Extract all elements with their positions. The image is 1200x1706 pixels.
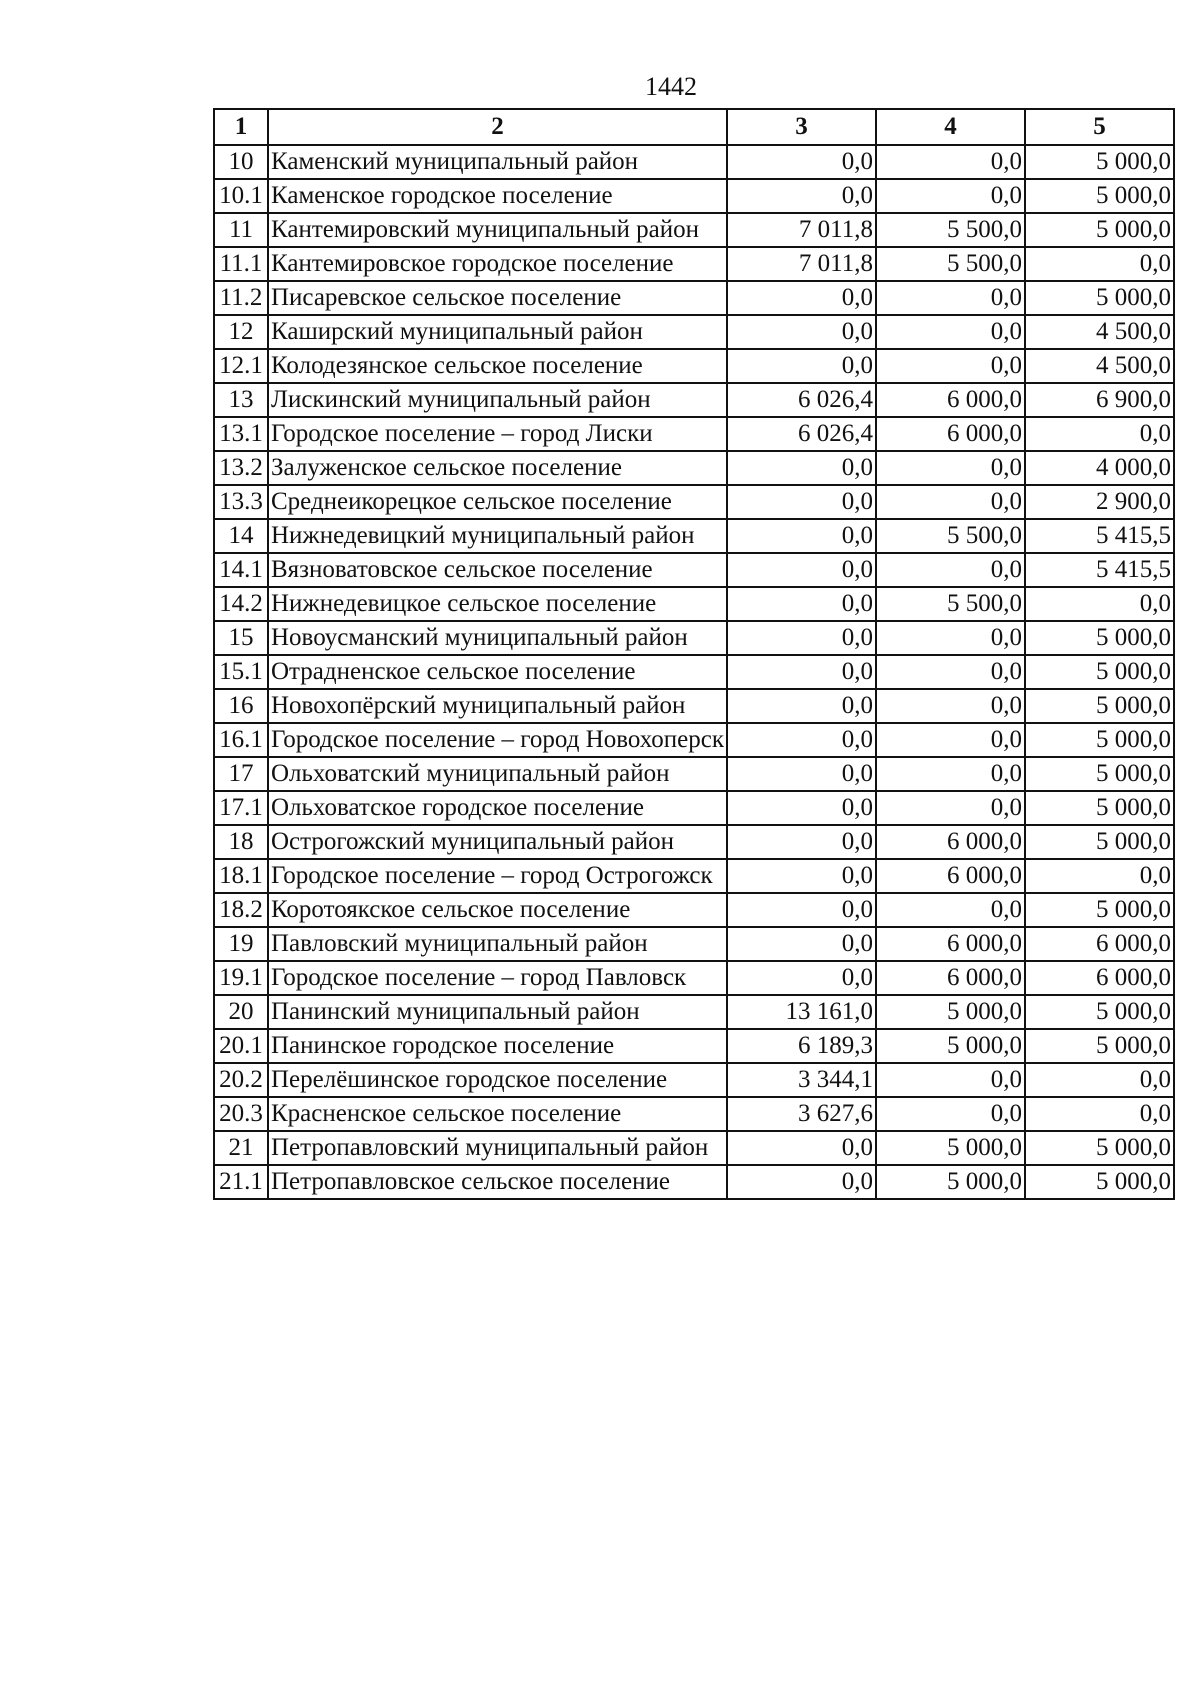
row-value-col-5: 6 000,0 <box>1025 961 1174 995</box>
row-value-col-3: 6 026,4 <box>727 417 876 451</box>
table-row <box>214 689 1174 723</box>
row-number: 18.1 <box>214 859 268 893</box>
row-value-col-4: 0,0 <box>876 179 1025 213</box>
row-value-col-3: 0,0 <box>727 145 876 179</box>
row-number: 21.1 <box>214 1165 268 1199</box>
row-name: Перелёшинское городское поселение <box>268 1063 727 1097</box>
row-number: 20.1 <box>214 1029 268 1063</box>
row-value-col-3: 0,0 <box>727 791 876 825</box>
row-name: Отрадненское сельское поселение <box>268 655 727 689</box>
row-number: 10 <box>214 145 268 179</box>
row-value-col-3: 0,0 <box>727 893 876 927</box>
table-row <box>214 383 1174 417</box>
row-name: Петропавловский муниципальный район <box>268 1131 727 1165</box>
header-col-3: 3 <box>727 109 876 145</box>
row-value-col-3: 0,0 <box>727 927 876 961</box>
table-row <box>214 1029 1174 1063</box>
row-value-col-4: 0,0 <box>876 893 1025 927</box>
row-value-col-3: 0,0 <box>727 315 876 349</box>
row-value-col-4: 6 000,0 <box>876 383 1025 417</box>
row-number: 12.1 <box>214 349 268 383</box>
row-number: 14 <box>214 519 268 553</box>
row-value-col-3: 0,0 <box>727 757 876 791</box>
row-value-col-3: 6 189,3 <box>727 1029 876 1063</box>
row-value-col-5: 0,0 <box>1025 1097 1174 1131</box>
row-value-col-4: 0,0 <box>876 553 1025 587</box>
page-number: 1442 <box>645 72 697 101</box>
row-value-col-5: 5 000,0 <box>1025 145 1174 179</box>
row-value-col-5: 5 415,5 <box>1025 553 1174 587</box>
row-value-col-5: 0,0 <box>1025 247 1174 281</box>
table-row <box>214 451 1174 485</box>
row-value-col-4: 0,0 <box>876 281 1025 315</box>
row-number: 17 <box>214 757 268 791</box>
table-row <box>214 553 1174 587</box>
row-number: 16 <box>214 689 268 723</box>
row-value-col-3: 3 344,1 <box>727 1063 876 1097</box>
row-name: Ольховатский муниципальный район <box>268 757 727 791</box>
row-value-col-4: 5 500,0 <box>876 247 1025 281</box>
header-col-4: 4 <box>876 109 1025 145</box>
row-value-col-5: 5 000,0 <box>1025 825 1174 859</box>
row-value-col-5: 5 000,0 <box>1025 655 1174 689</box>
row-number: 20.2 <box>214 1063 268 1097</box>
row-number: 10.1 <box>214 179 268 213</box>
row-name: Ольховатское городское поселение <box>268 791 727 825</box>
row-name: Городское поселение – город Павловск <box>268 961 727 995</box>
row-value-col-3: 7 011,8 <box>727 247 876 281</box>
table-row <box>214 213 1174 247</box>
row-number: 19 <box>214 927 268 961</box>
row-value-col-5: 5 000,0 <box>1025 757 1174 791</box>
row-value-col-4: 0,0 <box>876 451 1025 485</box>
row-value-col-3: 0,0 <box>727 179 876 213</box>
row-value-col-5: 0,0 <box>1025 587 1174 621</box>
row-number: 12 <box>214 315 268 349</box>
row-name: Красненское сельское поселение <box>268 1097 727 1131</box>
row-value-col-5: 5 000,0 <box>1025 213 1174 247</box>
row-name: Лискинский муниципальный район <box>268 383 727 417</box>
table-row <box>214 825 1174 859</box>
row-value-col-4: 0,0 <box>876 621 1025 655</box>
row-value-col-4: 0,0 <box>876 1097 1025 1131</box>
row-name: Панинское городское поселение <box>268 1029 727 1063</box>
table-row <box>214 723 1174 757</box>
header-row <box>214 109 1174 145</box>
row-name: Коротоякское сельское поселение <box>268 893 727 927</box>
row-value-col-4: 5 000,0 <box>876 1029 1025 1063</box>
row-number: 20 <box>214 995 268 1029</box>
row-value-col-5: 5 000,0 <box>1025 995 1174 1029</box>
row-name: Писаревское сельское поселение <box>268 281 727 315</box>
table-body <box>214 145 1174 1199</box>
header-col-2: 2 <box>268 109 727 145</box>
row-name: Кантемировский муниципальный район <box>268 213 727 247</box>
row-value-col-3: 0,0 <box>727 723 876 757</box>
row-name: Каменский муниципальный район <box>268 145 727 179</box>
header-col-1: 1 <box>214 109 268 145</box>
row-name: Среднеикорецкое сельское поселение <box>268 485 727 519</box>
row-value-col-4: 0,0 <box>876 485 1025 519</box>
row-value-col-3: 0,0 <box>727 349 876 383</box>
table-row <box>214 485 1174 519</box>
row-value-col-5: 5 000,0 <box>1025 689 1174 723</box>
row-name: Каменское городское поселение <box>268 179 727 213</box>
row-number: 13.2 <box>214 451 268 485</box>
row-value-col-4: 0,0 <box>876 349 1025 383</box>
row-value-col-3: 0,0 <box>727 961 876 995</box>
table-row <box>214 349 1174 383</box>
table-row <box>214 995 1174 1029</box>
row-name: Панинский муниципальный район <box>268 995 727 1029</box>
row-name: Городское поселение – город Новохоперск <box>268 723 727 757</box>
row-name: Нижнедевицкое сельское поселение <box>268 587 727 621</box>
row-name: Петропавловское сельское поселение <box>268 1165 727 1199</box>
row-value-col-5: 0,0 <box>1025 417 1174 451</box>
row-value-col-3: 0,0 <box>727 621 876 655</box>
row-value-col-5: 6 900,0 <box>1025 383 1174 417</box>
header-col-5: 5 <box>1025 109 1174 145</box>
table-row <box>214 315 1174 349</box>
row-value-col-3: 0,0 <box>727 1131 876 1165</box>
table-row <box>214 1063 1174 1097</box>
row-number: 11.2 <box>214 281 268 315</box>
table-row <box>214 179 1174 213</box>
row-value-col-3: 0,0 <box>727 451 876 485</box>
row-value-col-5: 0,0 <box>1025 1063 1174 1097</box>
table-row <box>214 1165 1174 1199</box>
table-row <box>214 757 1174 791</box>
row-value-col-3: 13 161,0 <box>727 995 876 1029</box>
row-value-col-4: 5 500,0 <box>876 519 1025 553</box>
row-name: Острогожский муниципальный район <box>268 825 727 859</box>
row-name: Нижнедевицкий муниципальный район <box>268 519 727 553</box>
table-row <box>214 417 1174 451</box>
row-number: 16.1 <box>214 723 268 757</box>
row-value-col-3: 6 026,4 <box>727 383 876 417</box>
row-number: 18 <box>214 825 268 859</box>
row-name: Городское поселение – город Острогожск <box>268 859 727 893</box>
table-row <box>214 519 1174 553</box>
row-value-col-4: 5 000,0 <box>876 1131 1025 1165</box>
row-value-col-4: 6 000,0 <box>876 417 1025 451</box>
row-name: Кантемировское городское поселение <box>268 247 727 281</box>
row-value-col-5: 5 000,0 <box>1025 281 1174 315</box>
row-value-col-5: 4 500,0 <box>1025 315 1174 349</box>
table-row <box>214 1097 1174 1131</box>
row-value-col-5: 5 000,0 <box>1025 893 1174 927</box>
row-value-col-3: 0,0 <box>727 519 876 553</box>
table-row <box>214 587 1174 621</box>
row-value-col-4: 5 000,0 <box>876 995 1025 1029</box>
row-name: Залуженское сельское поселение <box>268 451 727 485</box>
row-number: 20.3 <box>214 1097 268 1131</box>
row-name: Городское поселение – город Лиски <box>268 417 727 451</box>
row-name: Колодезянское сельское поселение <box>268 349 727 383</box>
table-row <box>214 791 1174 825</box>
row-number: 13 <box>214 383 268 417</box>
row-value-col-4: 0,0 <box>876 723 1025 757</box>
row-value-col-3: 0,0 <box>727 859 876 893</box>
row-value-col-5: 5 000,0 <box>1025 179 1174 213</box>
row-value-col-5: 5 000,0 <box>1025 1165 1174 1199</box>
table-row <box>214 621 1174 655</box>
row-number: 19.1 <box>214 961 268 995</box>
row-number: 14.2 <box>214 587 268 621</box>
row-number: 21 <box>214 1131 268 1165</box>
row-number: 14.1 <box>214 553 268 587</box>
row-value-col-4: 0,0 <box>876 145 1025 179</box>
row-value-col-5: 6 000,0 <box>1025 927 1174 961</box>
row-value-col-3: 0,0 <box>727 587 876 621</box>
row-value-col-5: 4 500,0 <box>1025 349 1174 383</box>
row-value-col-5: 5 000,0 <box>1025 621 1174 655</box>
row-number: 11 <box>214 213 268 247</box>
row-value-col-5: 0,0 <box>1025 859 1174 893</box>
row-value-col-5: 5 000,0 <box>1025 723 1174 757</box>
row-value-col-4: 5 000,0 <box>876 1165 1025 1199</box>
row-number: 13.3 <box>214 485 268 519</box>
row-name: Вязноватовское сельское поселение <box>268 553 727 587</box>
table-row <box>214 893 1174 927</box>
row-number: 15 <box>214 621 268 655</box>
row-number: 11.1 <box>214 247 268 281</box>
row-value-col-5: 5 000,0 <box>1025 1029 1174 1063</box>
row-value-col-5: 2 900,0 <box>1025 485 1174 519</box>
table-row <box>214 145 1174 179</box>
row-value-col-5: 5 415,5 <box>1025 519 1174 553</box>
table-row <box>214 655 1174 689</box>
row-value-col-4: 6 000,0 <box>876 825 1025 859</box>
row-value-col-3: 0,0 <box>727 1165 876 1199</box>
row-value-col-3: 3 627,6 <box>727 1097 876 1131</box>
row-value-col-3: 7 011,8 <box>727 213 876 247</box>
row-value-col-4: 0,0 <box>876 757 1025 791</box>
row-name: Павловский муниципальный район <box>268 927 727 961</box>
row-value-col-4: 0,0 <box>876 315 1025 349</box>
row-name: Каширский муниципальный район <box>268 315 727 349</box>
table-row <box>214 281 1174 315</box>
row-name: Новохопёрский муниципальный район <box>268 689 727 723</box>
row-value-col-3: 0,0 <box>727 553 876 587</box>
row-number: 15.1 <box>214 655 268 689</box>
table-row <box>214 247 1174 281</box>
row-value-col-4: 5 500,0 <box>876 213 1025 247</box>
table-row <box>214 1131 1174 1165</box>
table-row <box>214 859 1174 893</box>
table-row <box>214 927 1174 961</box>
row-value-col-4: 0,0 <box>876 1063 1025 1097</box>
row-value-col-4: 6 000,0 <box>876 961 1025 995</box>
row-value-col-3: 0,0 <box>727 655 876 689</box>
row-value-col-4: 0,0 <box>876 689 1025 723</box>
row-value-col-4: 0,0 <box>876 791 1025 825</box>
row-value-col-4: 6 000,0 <box>876 927 1025 961</box>
row-number: 13.1 <box>214 417 268 451</box>
row-value-col-3: 0,0 <box>727 825 876 859</box>
row-value-col-5: 4 000,0 <box>1025 451 1174 485</box>
row-value-col-4: 6 000,0 <box>876 859 1025 893</box>
row-value-col-5: 5 000,0 <box>1025 1131 1174 1165</box>
row-value-col-5: 5 000,0 <box>1025 791 1174 825</box>
row-name: Новоусманский муниципальный район <box>268 621 727 655</box>
row-number: 18.2 <box>214 893 268 927</box>
row-value-col-3: 0,0 <box>727 689 876 723</box>
row-value-col-4: 5 500,0 <box>876 587 1025 621</box>
data-table <box>213 108 1175 1200</box>
row-value-col-3: 0,0 <box>727 281 876 315</box>
row-value-col-3: 0,0 <box>727 485 876 519</box>
row-value-col-4: 0,0 <box>876 655 1025 689</box>
row-number: 17.1 <box>214 791 268 825</box>
table-row <box>214 961 1174 995</box>
